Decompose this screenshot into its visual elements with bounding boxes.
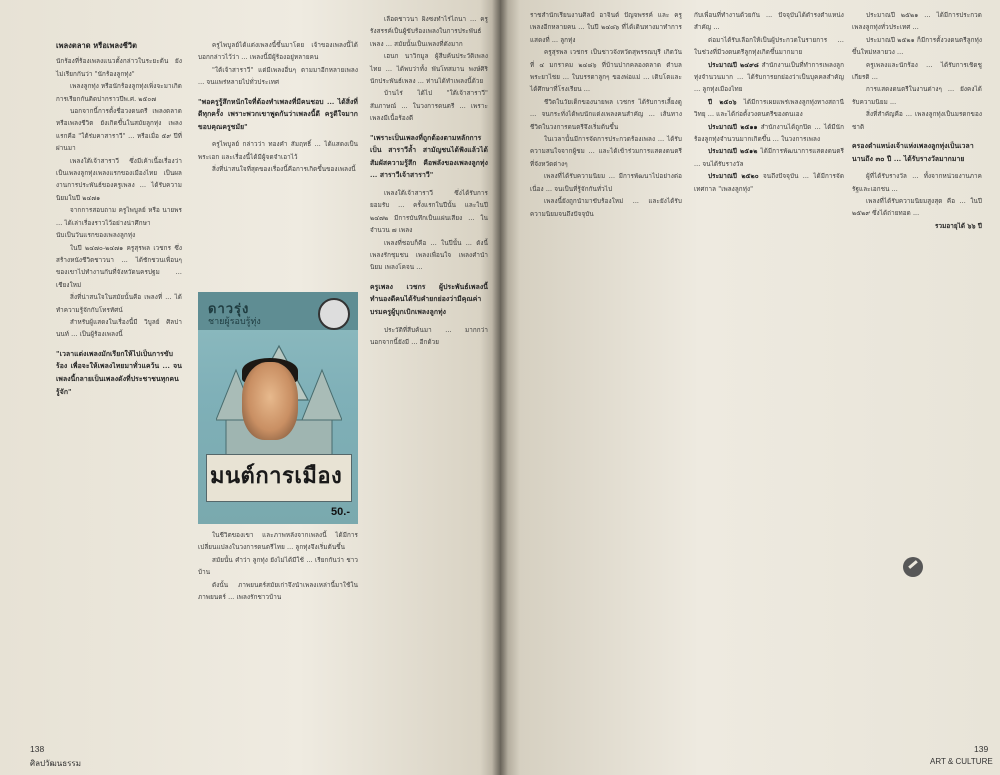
left-column-1	[56, 40, 182, 404]
paragraph: ในปี ๒๔๗๐-๒๔๗๑ ครูสุรพล เวชกร ซึ่งสร้างหนังชีวิตชาวนา ... ได้ชักชวนเพื่อนๆ ของเขาไปทำงานกันที่จังหวัดนครปฐม ... เชียงใหม่	[56, 244, 182, 289]
year-heading: ปี ๒๕๐๖	[708, 98, 737, 106]
record-cover-image	[198, 292, 358, 524]
year-heading: ประมาณปี ๒๔๙๘	[708, 61, 759, 69]
record-disc-icon	[318, 298, 350, 330]
paragraph: ผู้ที่ได้รับรางวัล ... ทั้งจากหน่วยงานภาครัฐและเอกชน ...	[852, 173, 982, 193]
right-page	[500, 0, 1000, 775]
page-number: 138	[30, 744, 45, 754]
year-text: สำนักงานได้ถูกปิด ... ได้มีนักร้องลูกทุ่งจำนวนมากเกิดขึ้น ... ในวงการเพลง	[694, 123, 844, 144]
paragraph: สิ่งที่น่าสนใจที่สุดของเรื่องนี้คือการเกิดขึ้นของเพลงนี้	[212, 166, 356, 174]
paragraph: เพลงที่ได้รับความนิยมสูงสุด คือ ... ในปี ๒๕๒๙ ซึ่งได้ถ่ายทอด ...	[852, 198, 982, 218]
book-gutter	[492, 0, 508, 775]
paragraph: ต่อมาได้รับเลือกให้เป็นผู้ประกวดในรายการ ... ในช่วงที่มีวงดนตรีลูกทุ่งเกิดขึ้นมากมาย	[694, 36, 844, 57]
magazine-title: ศิลปวัฒนธรรม	[30, 759, 81, 768]
cover-top-title: ดาวรุ่ง	[208, 302, 250, 317]
paragraph: ครูสุรพล เวชกร เป็นชาวจังหวัดสุพรรณบุรี เกิดวันที่ ๔ มกราคม ๒๔๘๖ ที่บ้านปากคลองตลาด ตำบลพระยาไชย ... ในบรรดาลูกๆ ของพ่อแม่ ... เติบโตและได้ศึกษาที่โรงเรียน ...	[530, 49, 682, 94]
paragraph: ประมาณปี ๒๕๒๑ ... ได้มีการประกวดเพลงลูกทุ่งทั่วประเทศ ...	[852, 12, 982, 32]
paragraph: เพลงที่ได้รับความนิยม ... มีการพัฒนาไปอย่างต่อเนื่อง ... จนเป็นที่รู้จักกันทั่วไป	[530, 173, 682, 193]
magazine-section-title: ART & CULTURE	[930, 757, 993, 766]
pull-quote: ครองตำแหน่งเจ้าแห่งเพลงลูกทุ่งเป็นเวลานานถึง ๓๐ ปี ... ได้รับรางวัลมากมาย	[852, 142, 974, 163]
paragraph: "ใต้เจ้าสาราวี" แต่มีเพลงอื่นๆ ตามมาอีกหลายเพลง ... จนแพร่หลายไปทั่วประเทศ	[198, 66, 358, 87]
singer-portrait	[242, 362, 298, 440]
paragraph: ครูเพลงและนักร้อง ... ได้รับการเชิดชูเกียรติ ...	[852, 61, 982, 82]
year-heading: ประมาณปี ๒๕๑๒	[708, 148, 758, 156]
paragraph: ชีวิตในวัยเด็กของนายพล เวชกร ได้รับการเลี้ยงดู ... จนกระทั่งได้พบนักแต่งเพลงคนสำคัญ ... เส้นทางชีวิตในวงการดนตรีจึงเริ่มต้นขึ้น	[530, 98, 682, 131]
right-column-3	[852, 10, 982, 233]
paragraph: ประวัติที่สืบค้นมา ... มากกว่า นอกจากนี้ยังมี ... อีกด้วย	[370, 326, 488, 347]
year-text: สำนักงานเป็นที่ทำการเพลงลูกทุ่งจำนวนมาก ... ได้รับการยกย่องว่าเป็นบุคคลสำคัญ ... ลูกทุ่งเมืองไทย	[694, 61, 844, 94]
paragraph: ประมาณปี ๒๕๒๑ ก็มีการตั้งวงดนตรีลูกทุ่งขึ้นใหม่หลายวง ...	[852, 36, 982, 57]
left-column-2-lower	[198, 530, 358, 604]
closing-line: รวมอายุได้ ๖๖ ปี	[934, 222, 982, 230]
year-text: ได้มีการเผยแพร่เพลงลูกทุ่งทางสถานีวิทยุ ... และได้ก่อตั้งวงดนตรีของตนเอง	[694, 98, 845, 119]
paragraph: สิ่งที่สำคัญคือ ... เพลงลูกทุ่งเป็นมรดกของชาติ	[852, 111, 982, 131]
pull-quote: ครูเพลง เวชกร ผู้ประพันธ์เพลงนี้ ทำนองดีคนได้รับคำยกย่องว่ามีคุณค่า บรมครูผู้บุกเบิกเพลงลูกทุ่ง	[370, 282, 488, 317]
paragraph: ครูไพบูลย์ได้แต่งเพลงนี้ขึ้นมาโดย เจ้าของเพลงนี้ได้บอกกล่าวไว้ว่า ... เพลงนี้มีผู้ร้องอยู่หลายคน	[198, 42, 358, 62]
year-heading: ประมาณปี ๒๕๑๑	[708, 123, 758, 131]
right-column-1	[530, 10, 682, 221]
paragraph: เพลงที่ชอบก็คือ ... ในปีนั้น ... ดังนี้ เพลงรักชุมชน เพลงเพื่อนใจ เพลงคำนำนิยม เพลงโคจน ...	[370, 239, 488, 272]
paragraph: ดังนั้น ภาพยนตร์สมัยเก่าจึงนำเพลงเหล่านี้มาใช้ในภาพยนตร์ ... เพลงรักชาวบ้าน	[198, 581, 358, 602]
paragraph: จากการสอบถาม ครูไพบูลย์ หรือ นายพร ... ได้เล่าเรื่องราวไว้อย่างน่าศึกษา	[56, 207, 182, 227]
paragraph: นักร้องที่ร้องเพลงแนวตั้งกล่าวในระยะต้น ยังไม่เรียกกันว่า "นักร้องลูกทุ่ง"	[56, 58, 182, 78]
paragraph: เฮนก นาวิกมูล ผู้สืบค้นประวัติเพลงไทย ... ได้พบว่าทั้ง พันโทสมาน พงษ์ศิริ นักประพันธ์เพลง ... ท่านได้ทำเพลงนี้ด้วย	[370, 53, 488, 86]
pull-quote: "เพราะเป็นเพลงที่ถูกต้องตามหลักการ เป็น สาราวีล้ำ สามัญชนได้ฟังแล้วได้สัมผัสความรู้สึก คือพลังของเพลงลูกทุ่ง ... สาราวีเจ้าสาราวี"	[370, 133, 488, 180]
pull-quote: "เวลาแต่งเพลงมักเรียกให้ไปเป็นการขับร้อง เพื่อจะให้เพลงไทยมาทั่วแคว้น ... จนเพลงนี้กลายเป็นเพลงดังที่ประชาชนทุกคนรู้จัก"	[56, 349, 182, 396]
paragraph: เพลงลูกทุ่ง หรือนักร้องลูกทุ่งเพิ่งจะมาเกิดการเรียกกันติดปากราวปีพ.ศ. ๒๕๐๗	[56, 83, 182, 103]
year-heading: ประมาณปี ๒๕๒๐	[708, 173, 759, 181]
pen-icon	[903, 557, 923, 577]
page-number: 139	[974, 744, 989, 754]
paragraph: เพลงใต้เจ้าสาราวี ซึ่งได้รับการยอมรับ ... ครั้งแรกในปีนั้น และในปี ๒๔๗๒ มีการบันทึกเป็นแผ่นเสียง ... ในจำนวน ๗ เพลง	[370, 190, 488, 235]
left-column-2	[198, 40, 358, 177]
paragraph: เลือดชาวนา ผิงซงทำไร่ไถนา ... ครูรังสรรค์เป็นผู้ขับร้องเพลงในการประพันธ์เพลง ... สมัยนั้นเป็นเพลงที่ดังมาก	[370, 16, 488, 48]
right-column-2	[694, 10, 844, 196]
cover-top-subtitle: ชายผู้รอบรู้ทุ่ง	[208, 317, 261, 327]
left-column-3	[370, 14, 488, 349]
paragraph: สิ่งที่น่าสนใจในสมัยนั้นคือ เพลงที่ ... ได้ทำความรู้จักกับโทรทัศน์	[56, 294, 182, 314]
pull-quote: "พอครูรู้สึกหนักใจที่ต้องทำเพลงที่มีคนชอบ ... ได้สิ่งที่ดีทุกครั้ง เพราะพวกเขาพูดกันว่าเพลงนี้ดี ครูดีใจมาก ขอบคุณครูชมัย"	[198, 97, 358, 131]
paragraph: ครูไพบูลย์ กล่าวว่า ทองคำ สัมฤทธิ์ ... ได้แสดงเป็นพระเอก และเรื่องนี้ได้มีผู้จดจำเอาไว้	[198, 141, 358, 161]
caption-line: นับเป็นวันแรกของเพลงลูกทุ่ง	[56, 232, 136, 240]
paragraph: ราชสำนักเรียนงานศิลป์ อาจินต์ ปัญจพรรค์ และ ครูเพลงอีกหลายคน ... ในปี ๒๔๘๖ ที่ได้เดินทางมาทำการแสดงที่ ... ลูกทุ่ง	[530, 12, 682, 44]
paragraph: กับเพื่อนที่ทำงานด้วยกัน ... ปัจจุบันได้ดำรงตำแหน่งสำคัญ ...	[694, 12, 844, 32]
paragraph: ในชีวิตของเขา และภาพหลังจากเพลงนี้ ได้มีการเปลี่ยนแปลงในวงการดนตรีไทย ... ลูกทุ่งจึงเริ่มต้นขึ้น	[198, 532, 358, 552]
year-text: จนถึงปัจจุบัน ... ได้มีการจัดเทศกาล "เพลงลูกทุ่ง"	[694, 173, 845, 193]
paragraph: เพลงนี้ยังถูกนำมาขับร้องใหม่ ... และยังได้รับความนิยมจนถึงปัจจุบัน	[530, 198, 682, 218]
year-text: ได้มีการพัฒนาการแสดงดนตรี ... จนได้รับรางวัล	[694, 148, 844, 168]
section-heading: เพลงตลาด หรือเพลงชีวิต	[56, 41, 138, 50]
paragraph: บ้านไร่ ได้ไป "ใต้เจ้าสาราวี" สัมภาษณ์ ... ในวงการดนตรี ... เพราะเพลงมีเนื้อร้องดี	[370, 90, 488, 123]
paragraph: เพลงใต้เจ้าสาราวี ซึ่งมีเค้าเนื้อเรื่องว่าเป็นเพลงลูกทุ่งเพลงแรกของเมืองไทย เป็นผลงานการประพันธ์ของครูเพลง ... ได้รับความนิยมในปี ๒๔๗๑	[56, 157, 182, 202]
paragraph: ในเวลานั้นมีการจัดการประกวดร้องเพลง ... ได้รับความสนใจจากผู้ชม ... และได้เข้าร่วมการแสดงดนตรีที่จังหวัดต่างๆ	[530, 136, 682, 168]
paragraph: นอกจากนี้การตั้งชื่อวงดนตรี เพลงตลาด หรือเพลงชีวิต ยังเกิดขึ้นในสมัยลูกทุ่ง เพลงแรกคือ "ใต้ร่มคาสาราวี" ... หรือเมื่อ ๕๙ ปีที่ผ่านมา	[56, 108, 182, 153]
paragraph: การแสดงดนตรีในงานต่างๆ ... ยังคงได้รับความนิยม ...	[852, 86, 982, 106]
paragraph: สำหรับผู้แสดงในเรื่องนี้มี วิบูลย์ ศิลปานนท์ ... เป็นผู้ร้องเพลงนี้	[56, 318, 182, 339]
paragraph: สมัยนั้น คำว่า ลูกทุ่ง ยังไม่ได้มีใช้ ... เรียกกันว่า ชาวบ้าน	[198, 556, 358, 577]
cover-title: มนต์การเมือง	[210, 464, 343, 489]
cover-price: 50.-	[331, 506, 350, 518]
